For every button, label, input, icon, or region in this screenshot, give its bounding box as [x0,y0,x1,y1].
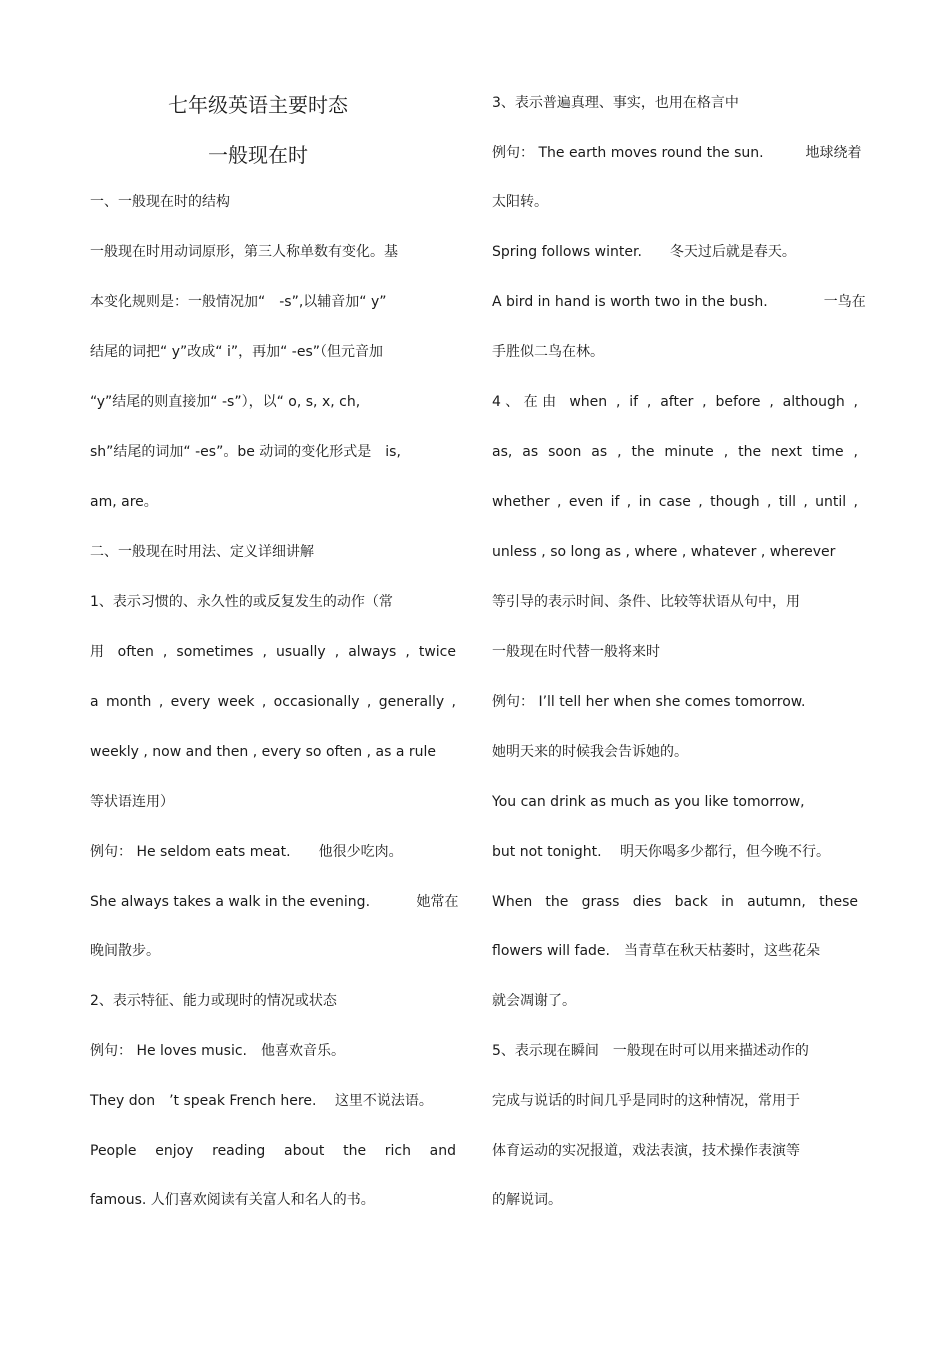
example-line: flowers will fade. 当青草在秋天枯萎时，这些花朵 [492,943,820,959]
heading-item-2: 2、表示特征、能力或现时的情况或状态 [90,993,337,1009]
page-title: 七年级英语主要时态 [168,93,348,117]
text-line: 的解说词。 [492,1192,562,1208]
text-line: 结尾的词把“ y”改成“ i”，再加“ -es”（但元音加 [90,344,384,360]
text-line: 太阳转。 [492,194,548,210]
text-line: 体育运动的实况报道，戏法表演，技术操作表演等 [492,1143,800,1159]
example-line: People enjoy reading about the rich and [90,1143,456,1159]
section-title: 一般现在时 [208,143,308,167]
text-line: am, are。 [90,494,158,510]
text-line: 等状语连用） [90,794,174,810]
example-line: 例句： He loves music. 他喜欢音乐。 [90,1043,345,1059]
heading-item-5: 5、表示现在瞬间 一般现在时可以用来描述动作的 [492,1043,809,1059]
example-line: She always takes a walk in the evening. 她常在 [90,894,459,910]
text-line: 本变化规则是：一般情况加“ -s”,以辅音加“ y” [90,294,387,310]
example-line: They don ’t speak French here. 这里不说法语。 [90,1093,433,1109]
example-line: 例句： The earth moves round the sun. 地球绕着 [492,145,862,161]
text-line: 就会凋谢了。 [492,993,576,1009]
text-line: 用 often , sometimes , usually , always , twice [90,644,456,660]
example-line: When the grass dies back in autumn, these [492,894,858,910]
example-line: Spring follows winter. 冬天过后就是春天。 [492,244,796,260]
example-line: A bird in hand is worth two in the bush. 一鸟在 [492,294,866,310]
text-line: 1、表示习惯的、永久性的或反复发生的动作（常 [90,594,393,610]
text-line: 一般现在时用动词原形，第三人称单数有变化。基 [90,244,398,260]
text-line: 她明天来的时候我会告诉她的。 [492,744,688,760]
text-line: a month , every week , occasionally , generally , [90,694,456,710]
example-line: You can drink as much as you like tomorrow, [492,794,805,810]
text-line: 晚间散步。 [90,943,160,959]
text-line: “y”结尾的则直接加“ -s”），以“ o, s, x, ch, [90,394,361,410]
example-line: 例句： I’ll tell her when she comes tomorrow. [492,694,806,710]
example-line: 例句： He seldom eats meat. 他很少吃肉。 [90,844,403,860]
text-line: 完成与说话的时间几乎是同时的这种情况，常用于 [492,1093,800,1109]
heading-item-3: 3、表示普遍真理、事实，也用在格言中 [492,95,739,111]
text-line: famous. 人们喜欢阅读有关富人和名人的书。 [90,1192,375,1208]
text-line: unless , so long as , where , whatever , wherever [492,544,836,560]
text-line: 手胜似二鸟在林。 [492,344,604,360]
text-line: 等引导的表示时间、条件、比较等状语从句中，用 [492,594,800,610]
text-line: weekly , now and then , every so often , as a rule [90,744,437,760]
text-line: as, as soon as , the minute , the next time , [492,444,858,460]
heading-structure: 一、一般现在时的结构 [90,194,230,210]
text-line: whether , even if , in case , though , till , until , [492,494,858,510]
text-line: sh”结尾的词加“ -es”。be 动词的变化形式是 is, [90,444,401,460]
heading-item-4: 4、在由 when , if , after , before , although , [492,394,858,410]
example-line: but not tonight. 明天你喝多少都行，但今晚不行。 [492,844,831,860]
text-line: 一般现在时代替一般将来时 [492,644,660,660]
heading-usage: 二、一般现在时用法、定义详细讲解 [90,544,314,560]
